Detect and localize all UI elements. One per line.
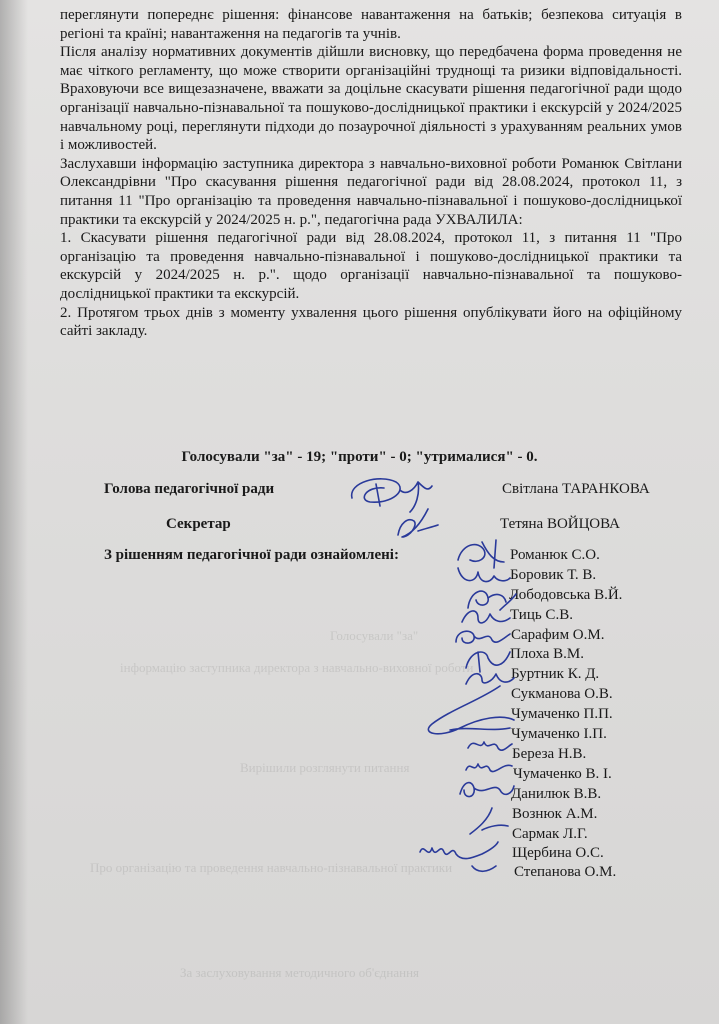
bleed-through-text: інформацію заступника директора з навчально-виховної роботи bbox=[120, 660, 474, 675]
member-name: Сукманова О.В. bbox=[511, 686, 613, 702]
member-name: Плоха В.М. bbox=[510, 646, 584, 662]
member-name: Вознюк А.М. bbox=[512, 806, 598, 822]
paragraph: 1. Скасувати рішення педагогічної ради від 28.08.2024, протокол 11, з питання 11 "Про організацію та проведення навчально-пізнавальної і пошуково-дослідницької практики та екскурсій у 2024/2025 н. р.". щодо організації навчально-пізнавальної та пошуково-дослідницької практики та екскурсій. bbox=[60, 230, 682, 302]
bleed-through-text: Про організацію та проведення навчально-пізнавальної практики bbox=[90, 860, 453, 875]
chair-name: Світлана ТАРАНКОВА bbox=[502, 481, 650, 497]
member-name: Лободовська В.Й. bbox=[509, 587, 623, 603]
paragraph: 2. Протягом трьох днів з моменту ухвалення цього рішення опублікувати його на офіційному сайті закладу. bbox=[60, 304, 682, 340]
member-name: Боровик Т. В. bbox=[510, 567, 597, 583]
paragraph: Заслухавши інформацію заступника директора з навчально-виховної роботи Романюк Світлани Олександрівни "Про скасування рішення педагогічної ради від 28.08.2024, протокол 11, з питання 11 "Про організацію та проведення навчально-пізнавальної і пошуково-дослідницької практики та екскурсій у 2024/2025 н. р.", педагогічна рада УХВАЛИЛА: bbox=[60, 155, 682, 228]
member-name: Данилюк В.В. bbox=[511, 786, 602, 802]
bleed-through-text: Голосували "за" bbox=[330, 628, 419, 643]
acquainted-label: З рішенням педагогічної ради ознайомлені: bbox=[104, 547, 399, 563]
paragraph: переглянути попереднє рішення: фінансове навантаження на батьків; безпекова ситуація в регіоні та країні; навантаження на педагогів та учнів. bbox=[60, 7, 682, 42]
member-name: Береза Н.В. bbox=[512, 746, 587, 762]
document-body bbox=[60, 6, 682, 341]
bleed-through-text: За заслуховування методичного об'єднання bbox=[180, 965, 420, 980]
member-name: Чумаченко В. І. bbox=[513, 766, 612, 782]
member-name: Чумаченко П.П. bbox=[511, 706, 613, 722]
bleed-through-text: Вирішили розглянути питання bbox=[240, 760, 410, 775]
secretary-signature-icon bbox=[388, 503, 444, 545]
page-edge-shadow bbox=[0, 0, 28, 1024]
paragraph: Після аналізу нормативних документів дійшли висновку, що передбачена форма проведення не має чіткого регламенту, що може створити організаційні труднощі та ризики відповідальності. Враховуючи все вищезазначене, вважати за доцільне скасувати рішення педагогічної ради щодо організації навчально-пізнавальної та пошуково-дослідницької практики і екскурсій у 2024/2025 навчальному році, переглянути підходи до позаурочної діяльності з урахуванням реальних умов і можливостей. bbox=[60, 44, 682, 154]
member-name: Тиць С.В. bbox=[510, 607, 573, 623]
secretary-role: Секретар bbox=[166, 516, 231, 532]
member-name: Романюк С.О. bbox=[510, 547, 600, 563]
member-name: Буртник К. Д. bbox=[511, 666, 600, 682]
member-name: Сарафим О.М. bbox=[511, 627, 605, 643]
member-signature-icon bbox=[412, 832, 502, 880]
member-name: Щербина О.С. bbox=[512, 845, 604, 861]
chair-role: Голова педагогічної ради bbox=[104, 481, 275, 497]
member-name: Чумаченко І.П. bbox=[511, 726, 607, 742]
member-name: Степанова О.М. bbox=[514, 864, 617, 880]
secretary-name: Тетяна ВОЙЦОВА bbox=[500, 516, 620, 532]
vote-result: Голосували "за" - 19; "проти" - 0; "утрималися" - 0. bbox=[181, 449, 538, 465]
member-name: Сармак Л.Г. bbox=[512, 826, 588, 842]
